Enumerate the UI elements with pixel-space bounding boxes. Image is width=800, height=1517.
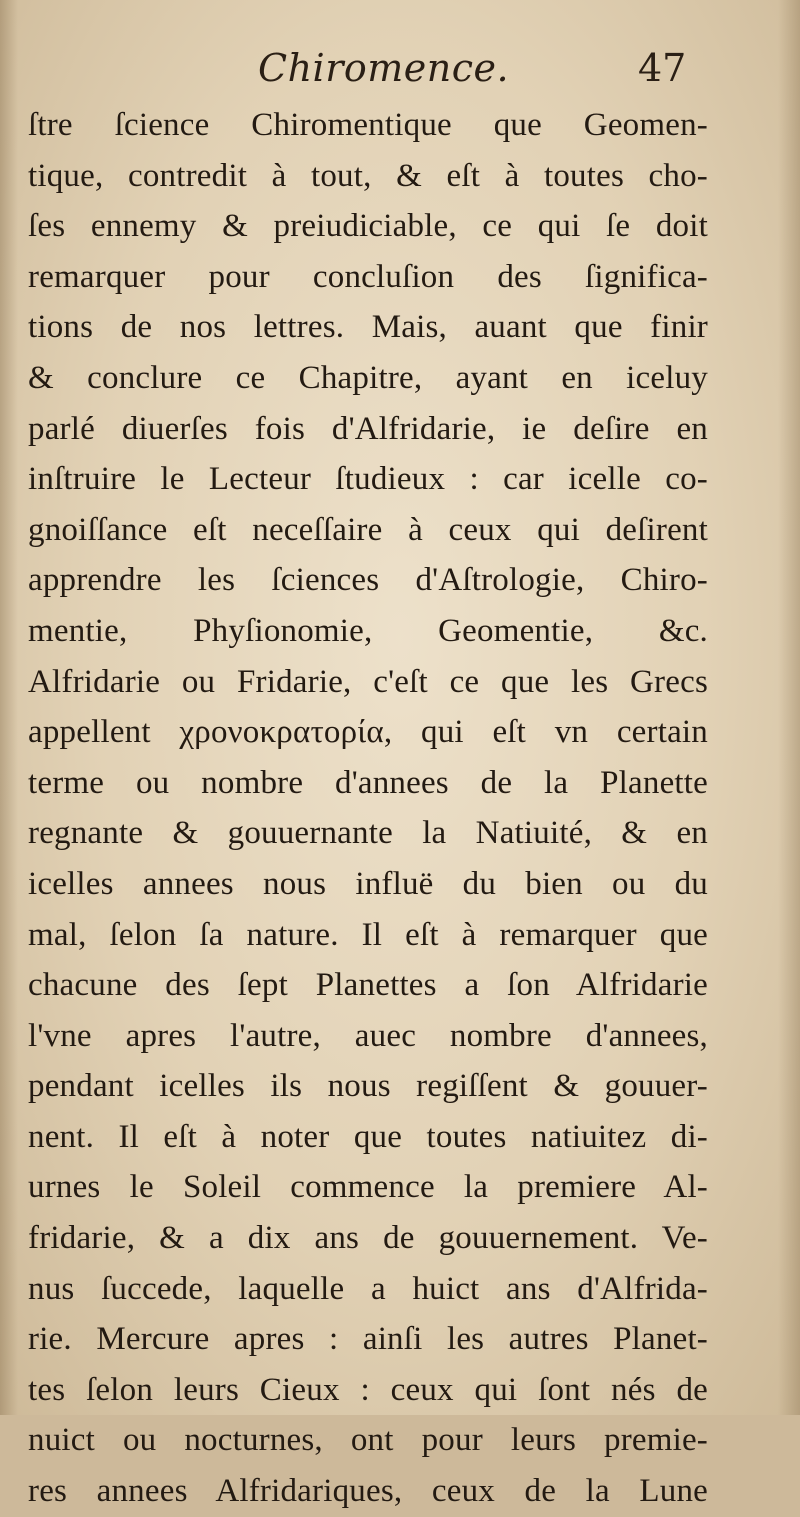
running-head: Chiromence. <box>258 46 510 90</box>
text-line: rie. Mercure apres : ainſi les autres Planet- <box>28 1321 708 1358</box>
text-line: fridarie, & a dix ans de gouuernement. Ve- <box>28 1220 708 1257</box>
text-line: chacune des ſept Planettes a ſon Alfridarie <box>28 967 708 1004</box>
text-line: mentie, Phyſionomie, Geomentie, &c. <box>28 612 708 649</box>
text-line: inſtruire le Lecteur ſtudieux : car icelle co- <box>28 461 708 498</box>
text-line: tique, contredit à tout, & eſt à toutes cho- <box>28 157 708 194</box>
text-line: tes ſelon leurs Cieux : ceux qui ſont nés de <box>28 1371 708 1408</box>
text-line: urnes le Soleil commence la premiere Al- <box>28 1169 708 1206</box>
text-line: mal, ſelon ſa nature. Il eſt à remarquer que <box>28 916 708 953</box>
text-line: remarquer pour concluſion des ſignifica- <box>28 258 708 295</box>
text-line: nuict ou nocturnes, ont pour leurs premie- <box>28 1422 708 1459</box>
body-text <box>28 100 708 1517</box>
text-line: tions de nos lettres. Mais, auant que finir <box>28 309 708 346</box>
text-line: parlé diuerſes fois d'Alfridarie, ie deſire en <box>28 410 708 447</box>
text-line: appellent χρονοκρατορία, qui eſt vn certain <box>28 714 708 751</box>
text-line: ſtre ſcience Chiromentique que Geomen- <box>28 107 708 143</box>
text-line: pendant icelles ils nous regiſſent & gouuer- <box>28 1068 708 1105</box>
text-line: regnante & gouuernante la Natiuité, & en <box>28 815 708 852</box>
text-line: icelles annees nous influë du bien ou du <box>28 865 708 902</box>
text-line: res annees Alfridariques, ceux de la Lune <box>28 1473 708 1510</box>
text-line: nent. Il eſt à noter que toutes natiuitez di- <box>28 1118 708 1155</box>
text-line: & conclure ce Chapitre, ayant en iceluy <box>28 359 708 396</box>
text-line: apprendre les ſciences d'Aſtrologie, Chiro- <box>28 562 708 599</box>
text-line: l'vne apres l'autre, auec nombre d'annees, <box>28 1017 708 1054</box>
text-line: Alfridarie ou Fridarie, c'eſt ce que les Grecs <box>28 663 708 700</box>
text-line: gnoiſſance eſt neceſſaire à ceux qui deſirent <box>28 511 708 548</box>
page-number: 47 <box>638 46 687 90</box>
text-line: nus ſuccede, laquelle a huict ans d'Alfrida- <box>28 1270 708 1307</box>
text-line: terme ou nombre d'annees de la Planette <box>28 764 708 801</box>
page-header <box>28 40 708 100</box>
text-line: ſes ennemy & preiudiciable, ce qui ſe doit <box>28 208 708 245</box>
